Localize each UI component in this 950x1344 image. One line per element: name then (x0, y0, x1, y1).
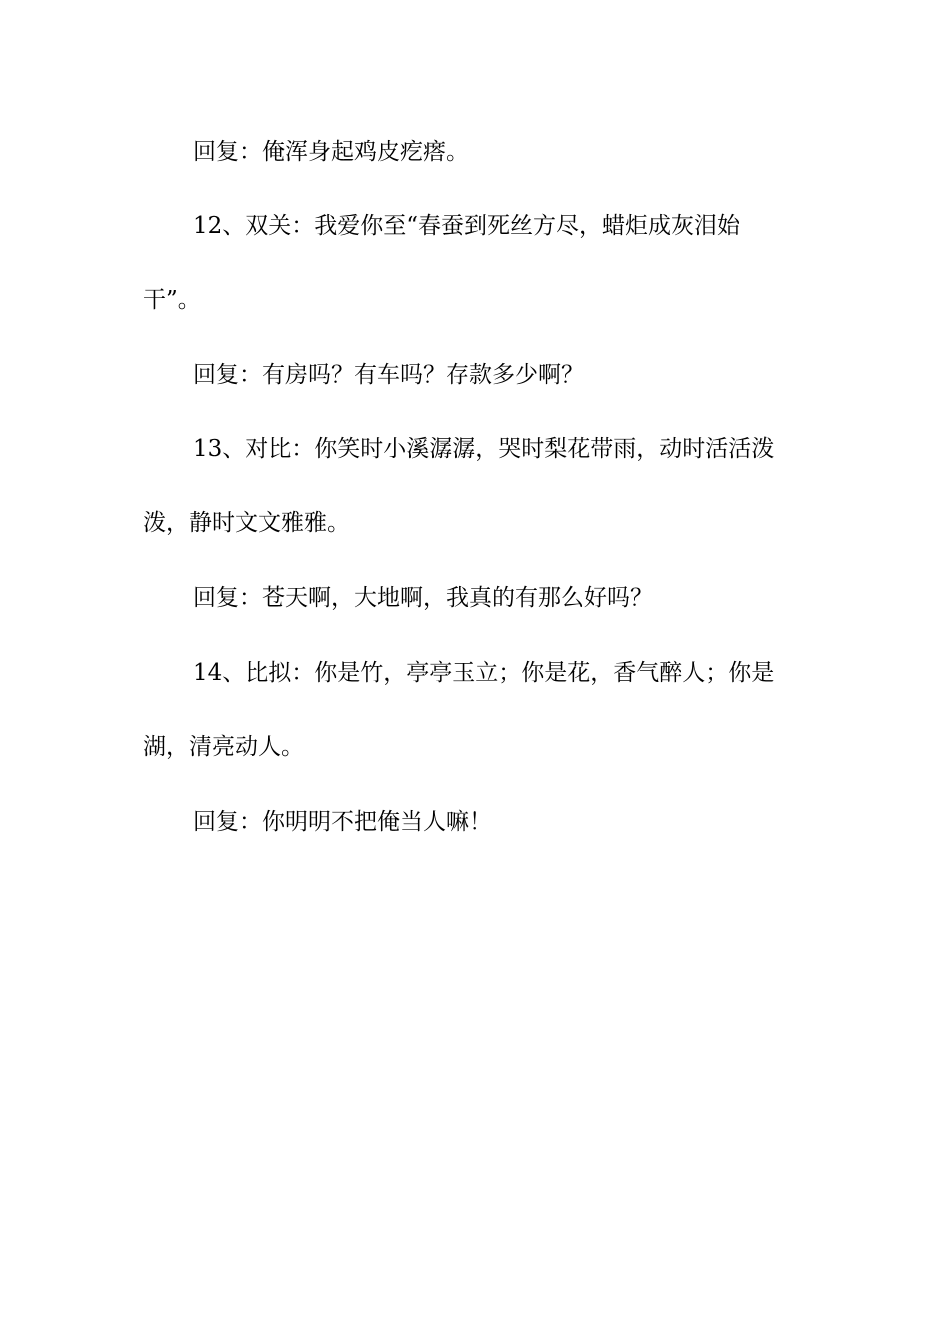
pun-paragraph-12 (143, 189, 813, 337)
text-line: 12、双关：我爱你至“春蚕到死丝方尽，蜡炬成灰泪始 (193, 213, 741, 239)
text-line: 回复：苍天啊，大地啊，我真的有那么好吗？ (193, 585, 653, 611)
text-line: 干”。 (143, 287, 201, 313)
text-line: 回复：俺浑身起鸡皮疙瘩。 (193, 139, 469, 165)
personification-paragraph-14 (143, 636, 813, 784)
text-line: 13、对比：你笑时小溪潺潺，哭时梨花带雨，动时活活泼 (193, 436, 775, 462)
reply-paragraph-3 (143, 561, 813, 635)
contrast-paragraph-13 (143, 412, 813, 560)
text-line: 回复：你明明不把俺当人嘛！ (193, 809, 492, 835)
reply-paragraph-1 (143, 115, 813, 189)
text-line: 回复：有房吗？有车吗？存款多少啊？ (193, 362, 584, 388)
text-line: 泼，静时文文雅雅。 (143, 510, 350, 536)
text-line: 湖，清亮动人。 (143, 734, 304, 760)
reply-paragraph-4 (143, 785, 813, 859)
reply-paragraph-2 (143, 338, 813, 412)
text-line: 14、比拟：你是竹，亭亭玉立；你是花，香气醉人；你是 (193, 660, 775, 686)
